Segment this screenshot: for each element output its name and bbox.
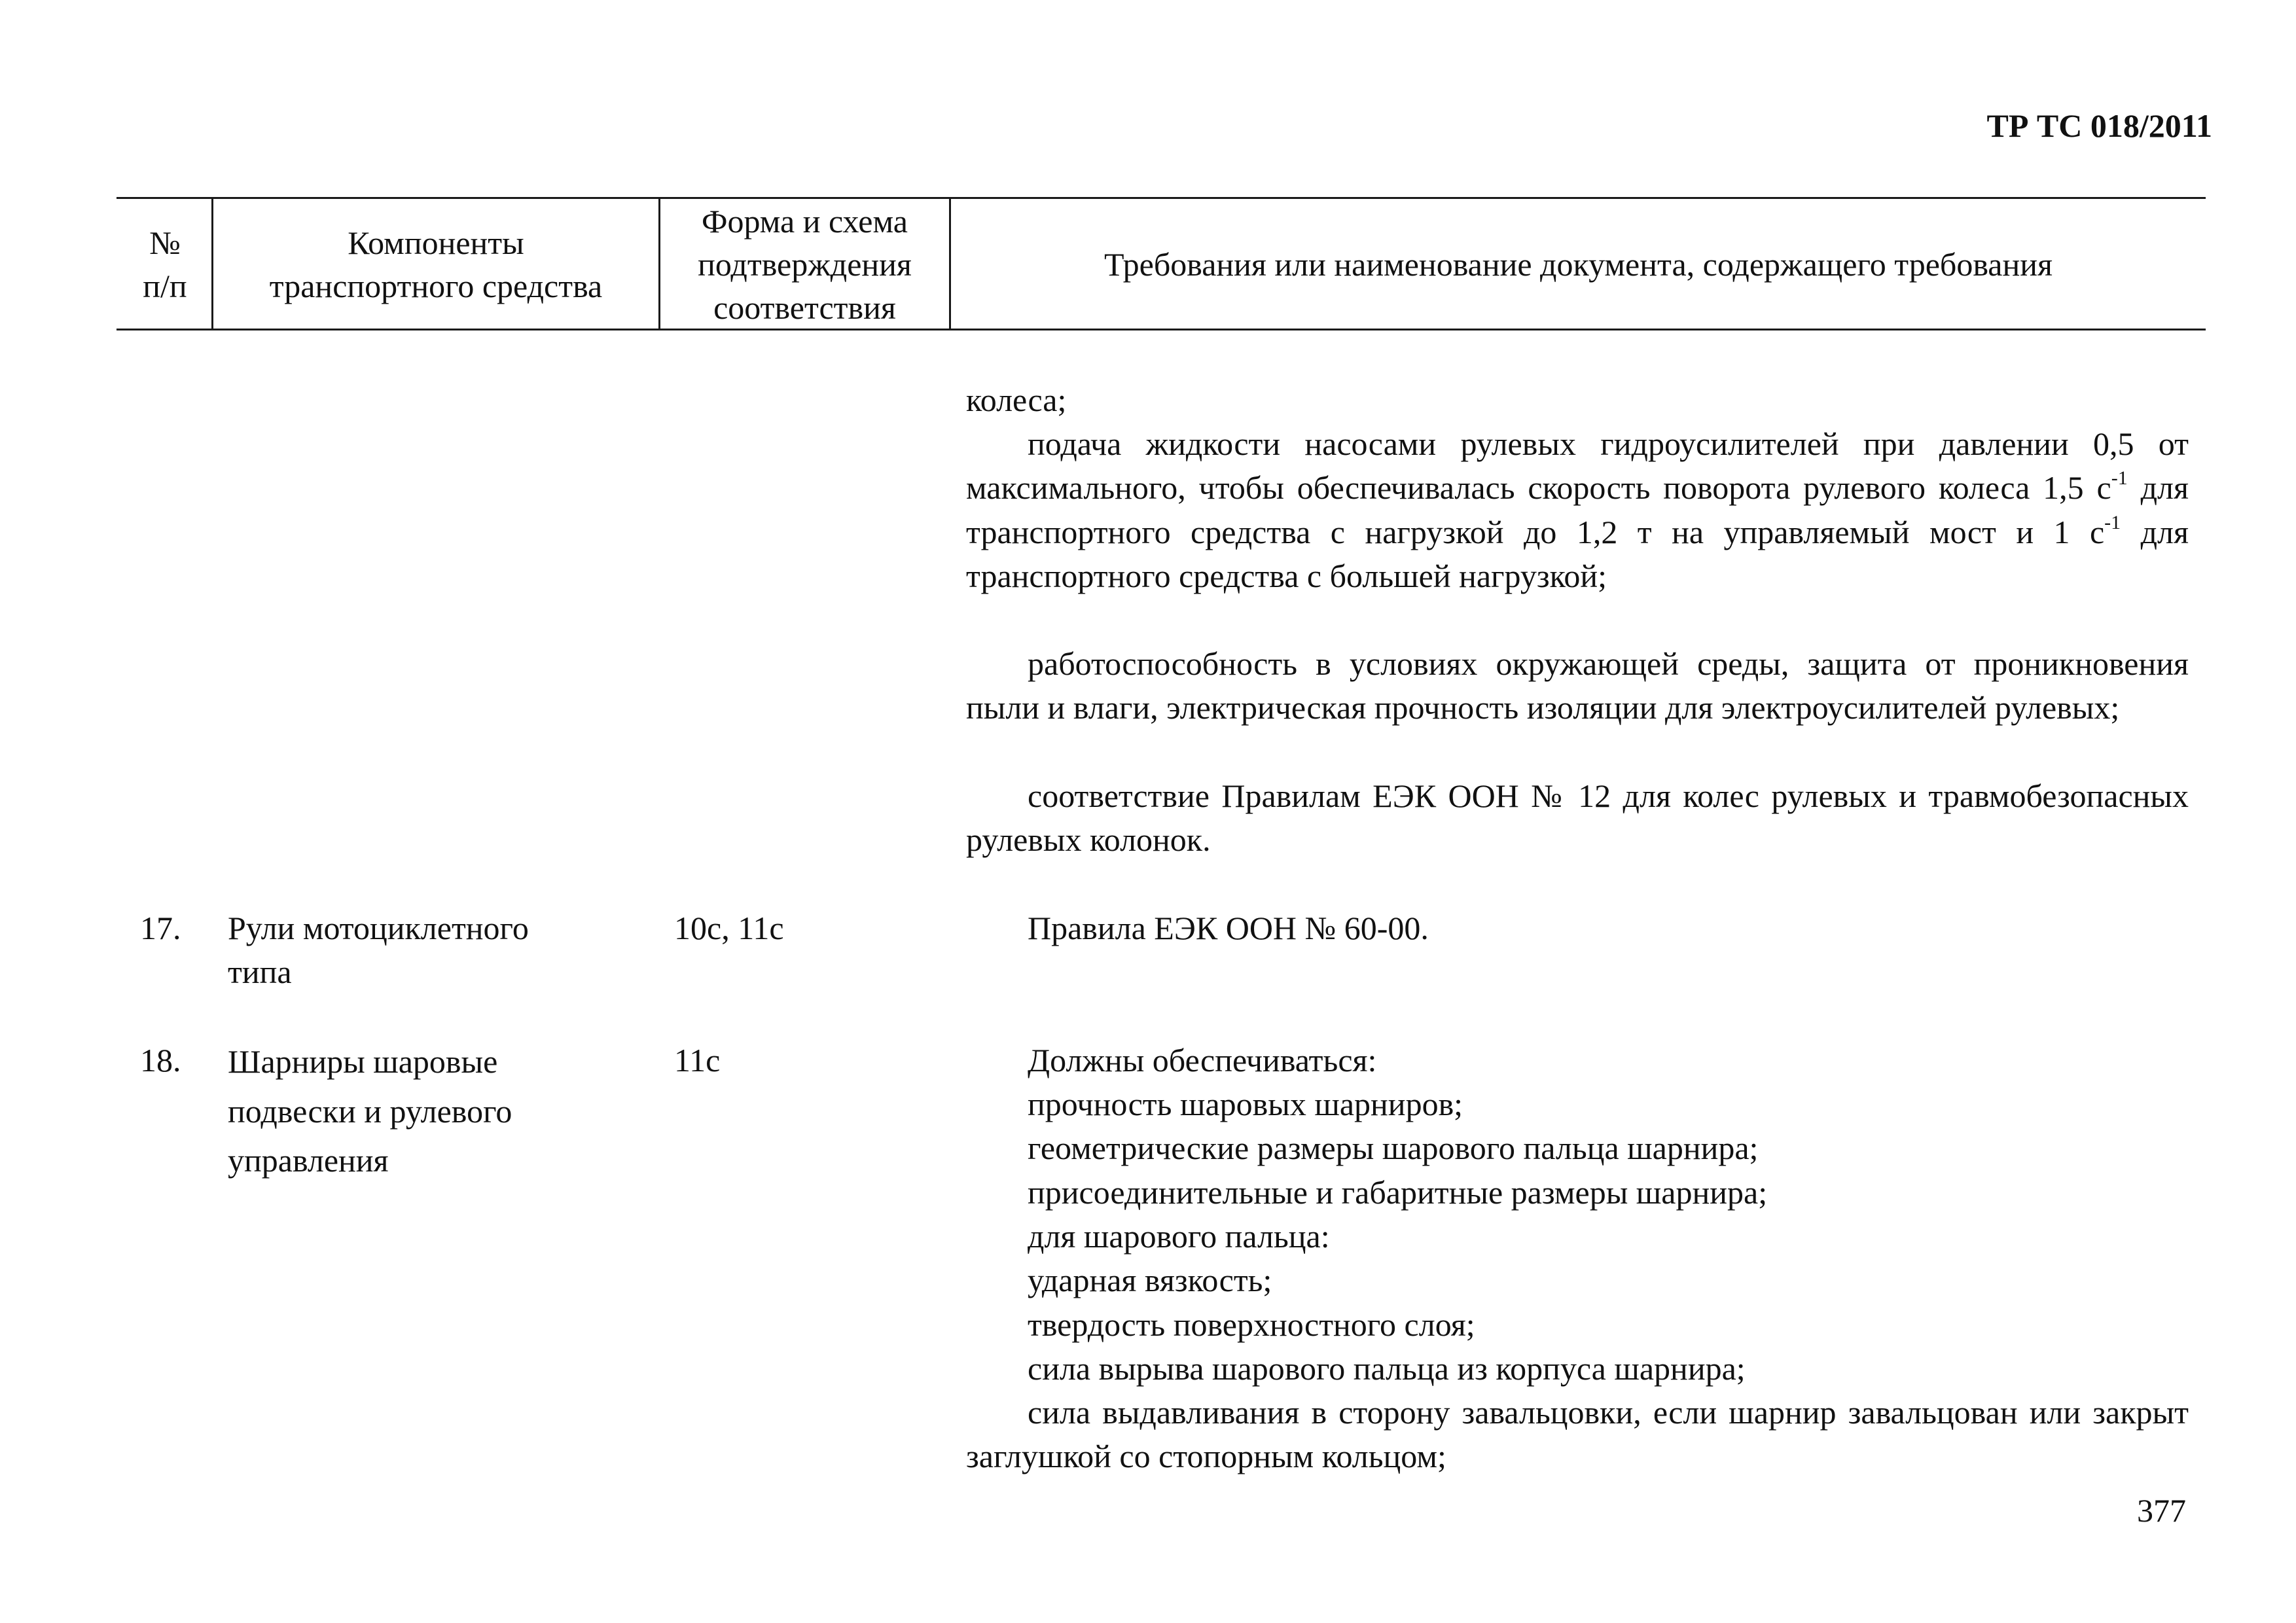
requirement-paragraph-pump — [966, 422, 2189, 598]
header-cell-requirements: Требования или наименование документа, содержащего требования — [1104, 246, 2053, 283]
requirement-paragraph-environment: работоспособность в условиях окружающей среды, защита от проникновения пыли и влаги, электрическая прочность изоляции для электроусилителей рулевых; — [966, 645, 2189, 726]
requirement-line: Должны обеспечиваться: — [1028, 1042, 1377, 1079]
document-code: ТР ТС 018/2011 — [1986, 107, 2212, 144]
row-number: 18. — [140, 1042, 181, 1079]
requirement-line: ударная вязкость; — [1028, 1262, 1272, 1298]
requirement-paragraph-unece12: соответствие Правилам ЕЭК ООН № 12 для колес рулевых и травмобезопасных рулевых колонок. — [966, 777, 2189, 859]
requirement-text: подача жидкости насосами рулевых гидроусилителей при давлении 0,5 от максимального, чтобы обеспечивалась скорость поворота рулевого колеса 1,5 с — [966, 425, 2189, 507]
requirement-text: для транспортного средства с нагрузкой до 1,2 т на управляемый мост и 1 с — [966, 469, 2189, 550]
row-requirement: Правила ЕЭК ООН № 60-00. — [1028, 910, 1429, 946]
requirement-line: твердость поверхностного слоя; — [1028, 1306, 1475, 1343]
header-cell-component: Компоненты транспортного средства — [269, 224, 603, 304]
requirement-line: колеса; — [966, 382, 1067, 418]
superscript: -1 — [2111, 467, 2128, 490]
row-component: Рули мотоциклетного типа — [228, 910, 529, 991]
requirement-text: для транспортного средства с большей нагрузкой; — [966, 513, 2189, 594]
requirement-line: прочность шаровых шарниров; — [1028, 1086, 1463, 1122]
row-number: 17. — [140, 910, 181, 946]
header-cell-number: № п/п — [143, 224, 187, 304]
requirement-paragraph: сила выдавливания в сторону завальцовки, если шарнир завальцован или закрыт заглушкой со стопорным кольцом; — [966, 1394, 2189, 1475]
requirement-line: присоединительные и габаритные размеры шарнира; — [1028, 1174, 1768, 1211]
row-form: 10с, 11с — [674, 910, 784, 946]
row-form: 11с — [674, 1042, 721, 1079]
requirement-line: сила вырыва шарового пальца из корпуса шарнира; — [1028, 1350, 1746, 1387]
requirement-line: геометрические размеры шарового пальца шарнира; — [1028, 1130, 1759, 1166]
row-component: Шарниры шаровые подвески и рулевого управления — [228, 1043, 512, 1179]
requirement-line: для шарового пальца: — [1028, 1218, 1330, 1255]
page-number: 377 — [2137, 1492, 2186, 1529]
superscript: -1 — [2104, 511, 2121, 533]
header-cell-form: Форма и схема подтверждения соответствия — [698, 203, 912, 326]
